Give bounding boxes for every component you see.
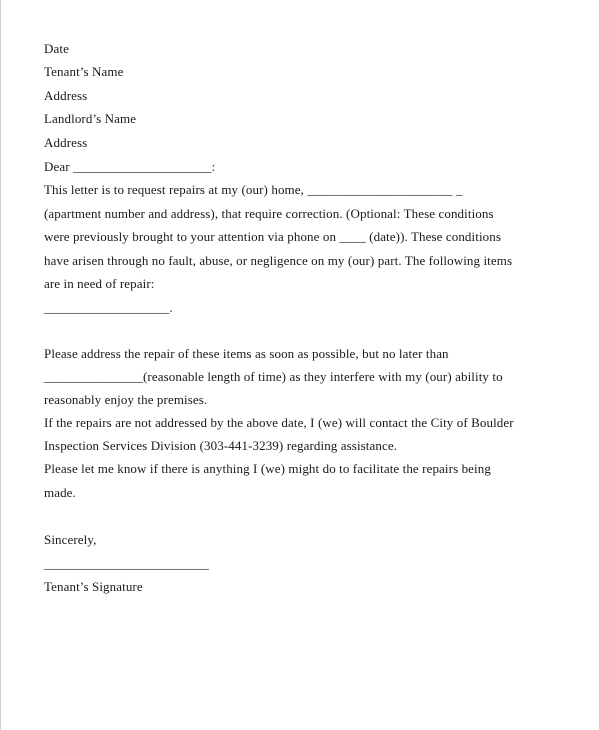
paragraph2-line: If the repairs are not addressed by the above date, I (we) will contact the City of Boulder xyxy=(44,415,514,430)
paragraph2-line: Please let me know if there is anything I (we) might do to facilitate the repairs being xyxy=(44,461,491,476)
paragraph2-line: _______________(reasonable length of time) as they interfere with my (our) ability to xyxy=(44,369,503,384)
signature-line: _________________________ xyxy=(44,556,209,571)
paragraph1-line: have arisen through no fault, abuse, or negligence on my (our) part. The following items xyxy=(44,253,513,268)
signature-label: Tenant’s Signature xyxy=(44,579,143,594)
paragraph1-line: This letter is to request repairs at my (our) home, ______________________ _ xyxy=(44,182,463,197)
paragraph1-line: (apartment number and address), that require correction. (Optional: These conditions xyxy=(44,206,494,221)
date-line: Date xyxy=(44,41,69,56)
paragraph1-line: were previously brought to your attention via phone on ____ (date)). These conditions xyxy=(44,229,502,244)
paragraph2-line: Please address the repair of these items as soon as possible, but no later than xyxy=(44,346,449,361)
paragraph1-line: are in need of repair: xyxy=(44,276,155,291)
salutation: Dear _____________________: xyxy=(44,159,216,174)
paragraph2-line: made. xyxy=(44,485,76,500)
paragraph2-line: reasonably enjoy the premises. xyxy=(44,392,208,407)
landlord-address-line: Address xyxy=(44,135,88,150)
landlord-name-line: Landlord’s Name xyxy=(44,111,137,126)
tenant-address-line: Address xyxy=(44,88,88,103)
tenant-name-line: Tenant’s Name xyxy=(44,64,124,79)
paragraph2-line: Inspection Services Division (303-441-3239) regarding assistance. xyxy=(44,438,398,453)
repair-items-blank: ___________________. xyxy=(44,300,173,315)
closing: Sincerely, xyxy=(44,532,97,547)
